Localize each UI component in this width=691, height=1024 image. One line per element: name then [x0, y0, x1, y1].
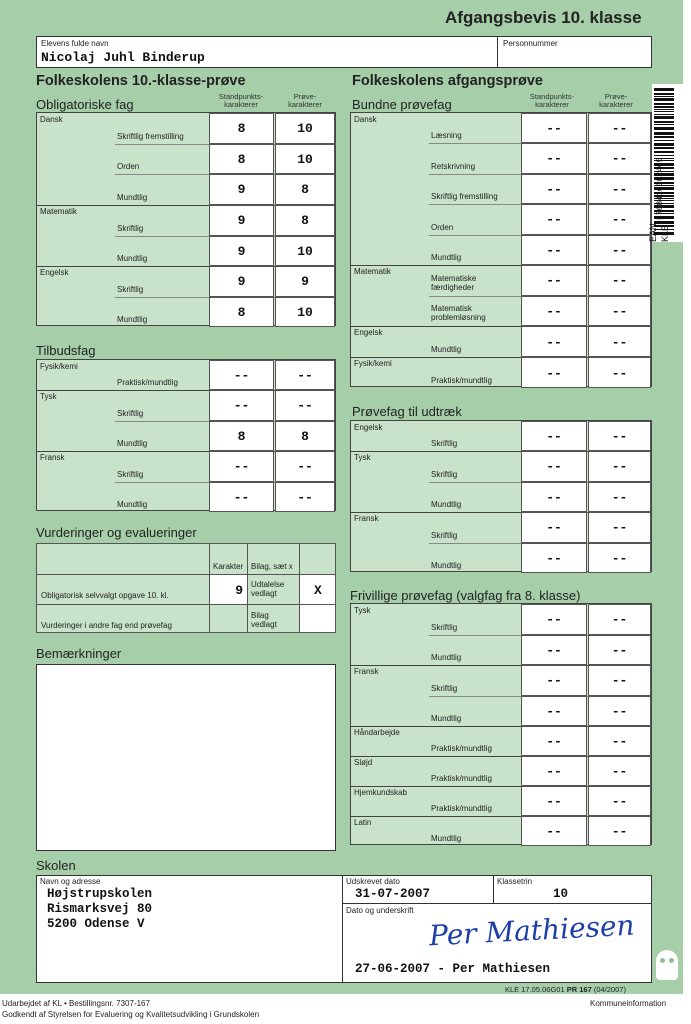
- udskrevet-label: Udskrevet dato: [346, 877, 400, 886]
- subject-label: Fysik/kemi: [40, 362, 78, 371]
- row-label: Mundtlig: [431, 653, 462, 662]
- udtalelse-checkbox[interactable]: [300, 575, 335, 604]
- prove-grade: --: [588, 726, 651, 756]
- standpunkt-grade: --: [521, 204, 587, 234]
- barcode-bar: [654, 136, 674, 138]
- prove-grade: --: [275, 482, 335, 513]
- row-label: Læsning: [431, 131, 462, 141]
- section-skolen: Skolen: [36, 858, 76, 873]
- prove-grade: 10: [275, 236, 335, 267]
- prove-grade: --: [588, 421, 651, 451]
- standpunkt-grade: --: [521, 816, 587, 846]
- section-bemaerkninger: Bemærkninger: [36, 646, 122, 661]
- name-label: Elevens fulde navn: [41, 39, 109, 48]
- prove-grade: 9: [275, 266, 335, 297]
- subject-label: Dansk: [40, 115, 63, 124]
- barcode-bar: [654, 121, 674, 123]
- andre-fag-label: Vurderinger i andre fag end prøvefag: [41, 621, 172, 630]
- barcode-bar: [654, 147, 674, 149]
- standpunkt-grade: 8: [209, 297, 274, 328]
- owl-logo-icon: [656, 950, 678, 980]
- standpunkt-grade: --: [521, 726, 587, 756]
- row-label: Mundtlig: [117, 500, 148, 509]
- row-label: Skriftlig fremstilling: [431, 192, 498, 202]
- standpunkt-grade: 8: [209, 113, 274, 144]
- subject-label: Fransk: [40, 453, 65, 462]
- prove-grade: 10: [275, 113, 335, 144]
- barcode-bar: [654, 114, 674, 115]
- col-prove-left: Prøve- karakterer: [288, 92, 322, 109]
- prove-grade: --: [275, 360, 335, 390]
- prove-grade: --: [588, 816, 651, 846]
- row-label: Skriftlig: [431, 622, 458, 632]
- dato-underskrift-label: Dato og underskrift: [346, 906, 414, 915]
- row-label: Skriftlig: [431, 683, 458, 693]
- standpunkt-grade: --: [209, 482, 274, 513]
- prove-grade: --: [588, 326, 651, 357]
- standpunkt-grade: --: [521, 786, 587, 816]
- barcode-bar: [654, 93, 674, 95]
- row-label: Mundtlig: [117, 315, 148, 324]
- student-box: [36, 36, 652, 68]
- standpunkt-grade: --: [521, 604, 587, 635]
- subject-label: Fysik/kemi: [354, 359, 392, 368]
- left-heading: Folkeskolens 10.-klasse-prøve: [36, 73, 246, 89]
- prove-grade: --: [588, 174, 651, 204]
- standpunkt-grade: --: [521, 421, 587, 451]
- row-label: Mundtlig: [117, 439, 148, 448]
- row-label: Skriftlig: [117, 469, 144, 479]
- section-vurderinger: Vurderinger og evalueringer: [36, 525, 197, 540]
- prove-grade: --: [588, 235, 651, 265]
- section-frivillige: Frivillige prøvefag (valgfag fra 8. klasse): [350, 588, 581, 603]
- row-label: Praktisk/mundtlig: [431, 804, 492, 813]
- prove-grade: --: [588, 296, 651, 327]
- cpr-label: Personnummer: [503, 39, 558, 48]
- prove-grade: --: [588, 604, 651, 635]
- barcode-bar: [654, 124, 674, 125]
- row-label: Skriftlig: [431, 439, 458, 448]
- prove-grade: --: [588, 143, 651, 173]
- footer-right: Kommuneinformation: [590, 999, 667, 1008]
- subject-label: Matematik: [40, 207, 77, 216]
- row-label: Mundtlig: [117, 193, 148, 202]
- standpunkt-grade: --: [521, 174, 587, 204]
- prove-grade: --: [588, 265, 651, 296]
- standpunkt-grade: --: [521, 512, 587, 543]
- row-label: Matematisk problemløsning: [431, 304, 486, 322]
- selvvalgt-opgave-label: Obligatorisk selvvalgt opgave 10. kl.: [41, 591, 169, 600]
- barcode-bar: [654, 155, 674, 156]
- prove-grade: --: [588, 786, 651, 816]
- ean-label: EAN: [648, 223, 658, 242]
- row-label: Orden: [431, 222, 454, 232]
- udskrevet-date: 31-07-2007: [355, 887, 431, 901]
- row-label: Praktisk/mundtlig: [431, 376, 492, 385]
- row-label: Mundtlig: [431, 253, 462, 262]
- bilag-checkbox[interactable]: [300, 605, 335, 632]
- prove-grade: --: [275, 390, 335, 421]
- row-label: Mundtlig: [431, 345, 462, 354]
- row-label: Skriftlig: [117, 223, 144, 233]
- tilbudsfag-table: [36, 359, 336, 511]
- standpunkt-grade: --: [521, 326, 587, 357]
- standpunkt-grade: --: [521, 235, 587, 265]
- subject-label: Dansk: [354, 115, 377, 124]
- row-label: Skriftlig: [431, 469, 458, 479]
- standpunkt-grade: --: [521, 543, 587, 574]
- col-standpunkt-left: Standpunkts- karakterer: [218, 92, 264, 109]
- standpunkt-grade: --: [521, 451, 587, 482]
- row-label: Praktisk/mundtlig: [117, 378, 178, 387]
- prove-grade: --: [588, 543, 651, 574]
- row-label: Retskrivning: [431, 161, 476, 171]
- klassetrin-value: 10: [553, 887, 569, 901]
- barcode-bar: [654, 96, 674, 97]
- bundne-table: [350, 112, 652, 387]
- bilag-vedlagt-label: Bilag vedlagt: [251, 611, 277, 629]
- standpunkt-grade: --: [209, 360, 274, 390]
- subject-label: Tysk: [354, 606, 371, 615]
- subject-label: Tysk: [354, 453, 371, 462]
- prove-grade: 8: [275, 205, 335, 236]
- subject-label: Engelsk: [40, 268, 69, 277]
- barcode-bar: [654, 151, 674, 153]
- standpunkt-grade: 9: [209, 266, 274, 297]
- section-tilbudsfag: Tilbudsfag: [36, 343, 96, 358]
- prove-grade: --: [588, 756, 651, 786]
- subject-label: Fransk: [354, 514, 379, 523]
- school-name: Højstrupskolen: [47, 887, 153, 901]
- standpunkt-grade: --: [209, 451, 274, 482]
- signed-date-name: 27-06-2007 - Per Mathiesen: [355, 962, 551, 976]
- form-code: KLE 17.05.06G01 PR 167 (04/2007): [505, 985, 626, 994]
- row-label: Skriftlig fremstilling: [117, 131, 184, 141]
- udtalelse-label: Udtalelse vedlagt: [251, 580, 285, 598]
- right-heading: Folkeskolens afgangsprøve: [352, 73, 543, 89]
- col-prove-right: Prøve- karakterer: [599, 92, 633, 109]
- barcode-bar: [654, 111, 674, 112]
- standpunkt-grade: 9: [209, 174, 274, 205]
- standpunkt-grade: 9: [209, 205, 274, 236]
- row-label: Praktisk/mundtlig: [431, 774, 492, 783]
- barcode-bar: [654, 140, 674, 141]
- row-label: Mundtlig: [431, 500, 462, 509]
- barcode-bar: [654, 106, 674, 108]
- barcode-bar: [654, 116, 674, 119]
- prove-grade: --: [588, 357, 651, 388]
- col-standpunkt-right: Standpunkts- karakterer: [529, 92, 575, 109]
- row-label: Skriftlig: [431, 530, 458, 540]
- barcode-bar: [654, 143, 674, 146]
- obligatoriske-table: [36, 112, 336, 326]
- kle-label: KLE: [660, 224, 670, 242]
- barcode-bar: [654, 132, 674, 135]
- selvvalgt-grade: 9: [235, 583, 243, 598]
- prove-grade: --: [588, 665, 651, 696]
- standpunkt-grade: 8: [209, 421, 274, 452]
- subject-label: Fransk: [354, 667, 379, 676]
- standpunkt-grade: --: [521, 143, 587, 173]
- prove-grade: 10: [275, 144, 335, 175]
- standpunkt-grade: --: [521, 357, 587, 388]
- subject-label: Matematik: [354, 267, 391, 276]
- prove-grade: --: [588, 204, 651, 234]
- row-label: Skriftlig: [117, 408, 144, 418]
- standpunkt-grade: --: [521, 113, 587, 143]
- frivillige-table: [350, 603, 652, 845]
- standpunkt-grade: --: [521, 696, 587, 727]
- row-label: Mundtlig: [431, 834, 462, 843]
- prove-grade: --: [588, 696, 651, 727]
- vurderinger-table: [36, 543, 336, 633]
- subject-label: Engelsk: [354, 328, 383, 337]
- skolen-box: [36, 875, 652, 983]
- prove-grade: --: [588, 512, 651, 543]
- prove-grade: --: [588, 113, 651, 143]
- bilag-label: Bilag, sæt x: [251, 562, 293, 571]
- standpunkt-grade: --: [521, 296, 587, 327]
- udtraek-table: [350, 420, 652, 572]
- row-label: Mundtlig: [117, 254, 148, 263]
- row-label: Praktisk/mundtlig: [431, 744, 492, 753]
- footer-line2: Godkendt af Styrelsen for Evaluering og Kvalitetsudvikling i Grundskolen: [2, 1010, 260, 1019]
- standpunkt-grade: 8: [209, 144, 274, 175]
- footer-line1: Udarbejdet af KL • Bestillingsnr. 7307-167: [2, 999, 150, 1008]
- signature: Per Mathiesen: [428, 908, 636, 953]
- prove-grade: --: [275, 451, 335, 482]
- address-label: Navn og adresse: [40, 877, 101, 886]
- row-label: Orden: [117, 162, 140, 172]
- document-title: Afgangsbevis 10. klasse: [445, 8, 642, 27]
- barcode-bar: [654, 109, 674, 110]
- prove-grade: 8: [275, 174, 335, 205]
- selvvalgt-grade-cell: [210, 575, 247, 604]
- prove-grade: --: [588, 635, 651, 666]
- row-label: Matematiske færdigheder: [431, 273, 477, 292]
- udtalelse-x: X: [314, 583, 322, 598]
- bemaerkninger-box: [36, 664, 336, 851]
- klassetrin-label: Klassetrin: [497, 877, 533, 886]
- subject-label: Sløjd: [354, 758, 373, 767]
- school-street: Rismarksvej 80: [47, 902, 153, 916]
- standpunkt-grade: --: [521, 665, 587, 696]
- subject-label: Tysk: [40, 392, 57, 401]
- barcode-bar: [654, 127, 674, 130]
- row-label: Mundtlig: [431, 561, 462, 570]
- prove-grade: --: [588, 482, 651, 513]
- standpunkt-grade: --: [521, 265, 587, 296]
- standpunkt-grade: --: [521, 635, 587, 666]
- subject-label: Hjemkundskab: [354, 788, 407, 797]
- row-label: Skriftlig: [117, 284, 144, 294]
- barcode-bar: [654, 98, 674, 101]
- standpunkt-grade: --: [521, 756, 587, 786]
- barcode-bar: [654, 88, 674, 91]
- standpunkt-grade: --: [521, 482, 587, 513]
- section-udtraek: Prøvefag til udtræk: [352, 404, 462, 419]
- subject-label: Engelsk: [354, 423, 383, 432]
- standpunkt-grade: 9: [209, 236, 274, 267]
- row-label: Mundtlig: [431, 714, 462, 723]
- karakter-label: Karakter: [213, 562, 244, 571]
- school-city: 5200 Odense V: [47, 917, 145, 931]
- subject-label: Latin: [354, 818, 372, 827]
- prove-grade: --: [588, 451, 651, 482]
- section-bundne: Bundne prøvefag: [352, 97, 452, 112]
- section-obligatoriske: Obligatoriske fag: [36, 97, 134, 112]
- subject-label: Håndarbejde: [354, 728, 400, 737]
- prove-grade: 8: [275, 421, 335, 452]
- ean-digits: 5708410002465: [656, 157, 665, 220]
- barcode-bar: [654, 103, 674, 105]
- student-name: Nicolaj Juhl Binderup: [41, 50, 205, 65]
- standpunkt-grade: --: [209, 390, 274, 421]
- prove-grade: 10: [275, 297, 335, 328]
